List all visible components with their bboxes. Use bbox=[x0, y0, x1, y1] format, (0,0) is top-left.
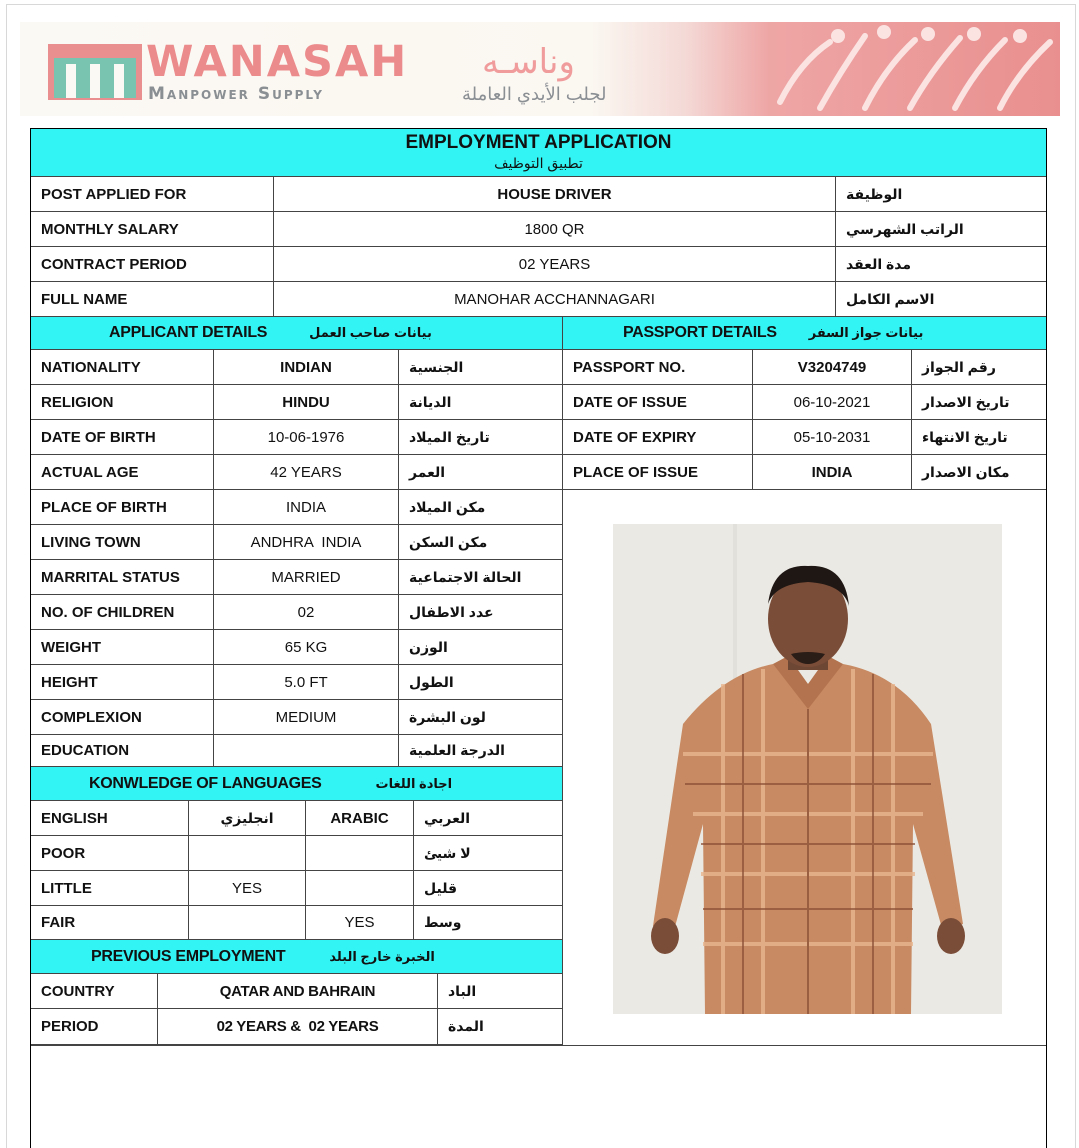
arabic-label: ARABIC bbox=[306, 801, 414, 836]
brand-tagline: Manpower Supply bbox=[148, 84, 324, 104]
weight-label: WEIGHT bbox=[31, 630, 214, 665]
dob-value: 10-06-1976 bbox=[214, 420, 399, 455]
complexion-label-arabic: لون البشرة bbox=[399, 700, 563, 735]
passport-details-header bbox=[563, 317, 1046, 350]
nationality-label-arabic: الجنسية bbox=[399, 350, 563, 385]
full-name-label-arabic: الاسم الكامل bbox=[836, 282, 1046, 317]
nationality-label: NATIONALITY bbox=[31, 350, 214, 385]
poor-label-arabic: لا شيئ bbox=[414, 836, 563, 871]
period-label: PERIOD bbox=[31, 1009, 158, 1045]
applicant-details-header bbox=[31, 317, 563, 350]
age-label-arabic: العمر bbox=[399, 455, 563, 490]
fair-label-arabic: وسط bbox=[414, 906, 563, 940]
brand-tagline-arabic: لجلب الأيدي العاملة bbox=[462, 84, 607, 104]
age-value: 42 YEARS bbox=[214, 455, 399, 490]
education-label: EDUCATION bbox=[31, 735, 214, 767]
employment-title-arabic: الخبرة خارج البلد bbox=[329, 948, 435, 964]
little-label-arabic: قليل bbox=[414, 871, 563, 906]
poor-label: POOR bbox=[31, 836, 189, 871]
languages-header bbox=[31, 767, 563, 801]
weight-label-arabic: الوزن bbox=[399, 630, 563, 665]
children-label-arabic: عدد الاطفال bbox=[399, 595, 563, 630]
english-label: ENGLISH bbox=[31, 801, 189, 836]
fair-arabic-value: YES bbox=[306, 906, 414, 940]
country-label-arabic: الباد bbox=[438, 974, 563, 1009]
birthplace-label-arabic: مكن الميلاد bbox=[399, 490, 563, 525]
applicant-details-title-arabic: بيانات صاحب العمل bbox=[309, 325, 432, 340]
issue-date-label: DATE OF ISSUE bbox=[563, 385, 753, 420]
post-label-arabic: الوظيفة bbox=[836, 177, 1046, 212]
bottom-divider bbox=[31, 1045, 1046, 1046]
employment-title: PREVIOUS EMPLOYMENT bbox=[91, 947, 286, 965]
fair-english-value bbox=[189, 906, 306, 940]
languages-title-arabic: اجادة اللغات bbox=[375, 775, 453, 791]
passport-no-value: V3204749 bbox=[753, 350, 912, 385]
height-value: 5.0 FT bbox=[214, 665, 399, 700]
children-label: NO. OF CHILDREN bbox=[31, 595, 214, 630]
height-label: HEIGHT bbox=[31, 665, 214, 700]
weight-value: 65 KG bbox=[214, 630, 399, 665]
marital-status-label: MARRITAL STATUS bbox=[31, 560, 214, 595]
brand-name: WANASAH bbox=[146, 37, 409, 87]
post-label: POST APPLIED FOR bbox=[31, 177, 274, 212]
little-english-value: YES bbox=[189, 871, 306, 906]
passport-details-title: PASSPORT DETAILS bbox=[623, 324, 777, 341]
contract-label-arabic: مدة العقد bbox=[836, 247, 1046, 282]
country-value: QATAR AND BAHRAIN bbox=[158, 974, 438, 1009]
passport-no-label-arabic: رقم الجواز bbox=[912, 350, 1046, 385]
issue-place-label: PLACE OF ISSUE bbox=[563, 455, 753, 490]
person-photo-icon bbox=[613, 524, 1002, 1014]
issue-date-value: 06-10-2021 bbox=[753, 385, 912, 420]
period-value: 02 YEARS & 02 YEARS bbox=[158, 1009, 438, 1045]
complexion-label: COMPLEXION bbox=[31, 700, 214, 735]
issue-place-label-arabic: مكان الاصدار bbox=[912, 455, 1046, 490]
employment-header bbox=[31, 940, 563, 974]
brand-name-arabic: وناسـه bbox=[482, 43, 575, 81]
height-label-arabic: الطول bbox=[399, 665, 563, 700]
birthplace-value: INDIA bbox=[214, 490, 399, 525]
poor-arabic-value bbox=[306, 836, 414, 871]
arabic-label-arabic: العربي bbox=[414, 801, 563, 836]
post-value: HOUSE DRIVER bbox=[274, 177, 836, 212]
contract-label: CONTRACT PERIOD bbox=[31, 247, 274, 282]
children-value: 02 bbox=[214, 595, 399, 630]
expiry-date-label-arabic: تاريخ الانتهاء bbox=[912, 420, 1046, 455]
contract-value: 02 YEARS bbox=[274, 247, 836, 282]
expiry-date-label: DATE OF EXPIRY bbox=[563, 420, 753, 455]
full-name-label: FULL NAME bbox=[31, 282, 274, 317]
languages-title: KONWLEDGE OF LANGUAGES bbox=[89, 774, 322, 792]
religion-value: HINDU bbox=[214, 385, 399, 420]
english-label-arabic: انجليزي bbox=[189, 801, 306, 836]
fair-label: FAIR bbox=[31, 906, 189, 940]
little-arabic-value bbox=[306, 871, 414, 906]
age-label: ACTUAL AGE bbox=[31, 455, 214, 490]
full-name-value: MANOHAR ACCHANNAGARI bbox=[274, 282, 836, 317]
little-label: LITTLE bbox=[31, 871, 189, 906]
poor-english-value bbox=[189, 836, 306, 871]
religion-label-arabic: الديانة bbox=[399, 385, 563, 420]
salary-value: 1800 QR bbox=[274, 212, 836, 247]
education-label-arabic: الدرجة العلمية bbox=[399, 735, 563, 767]
period-label-arabic: المدة bbox=[438, 1009, 563, 1045]
salary-label-arabic: الراتب الشهرسي bbox=[836, 212, 1046, 247]
birthplace-label: PLACE OF BIRTH bbox=[31, 490, 214, 525]
living-town-label-arabic: مكن السكن bbox=[399, 525, 563, 560]
header-banner bbox=[20, 22, 1060, 116]
issue-date-label-arabic: تاريخ الاصدار bbox=[912, 385, 1046, 420]
form-title-bar bbox=[31, 129, 1046, 177]
employment-application-form bbox=[30, 128, 1047, 1148]
applicant-photo bbox=[613, 524, 1002, 1014]
passport-no-label: PASSPORT NO. bbox=[563, 350, 753, 385]
form-title-arabic: تطبيق التوظيف bbox=[494, 155, 583, 171]
salary-label: MONTHLY SALARY bbox=[31, 212, 274, 247]
religion-label: RELIGION bbox=[31, 385, 214, 420]
form-title: EMPLOYMENT APPLICATION bbox=[405, 132, 672, 153]
living-town-value: ANDHRA INDIA bbox=[214, 525, 399, 560]
education-value bbox=[214, 735, 399, 767]
marital-status-label-arabic: الحالة الاجتماعية bbox=[399, 560, 563, 595]
living-town-label: LIVING TOWN bbox=[31, 525, 214, 560]
issue-place-value: INDIA bbox=[753, 455, 912, 490]
nationality-value: INDIAN bbox=[214, 350, 399, 385]
complexion-value: MEDIUM bbox=[214, 700, 399, 735]
expiry-date-value: 05-10-2031 bbox=[753, 420, 912, 455]
passport-details-title-arabic: بيانات جواز السفر bbox=[808, 325, 924, 340]
decorative-figures-icon bbox=[660, 22, 1060, 116]
country-label: COUNTRY bbox=[31, 974, 158, 1009]
marital-status-value: MARRIED bbox=[214, 560, 399, 595]
applicant-details-title: APPLICANT DETAILS bbox=[109, 324, 268, 341]
logo-icon bbox=[46, 42, 144, 102]
dob-label: DATE OF BIRTH bbox=[31, 420, 214, 455]
dob-label-arabic: تاريخ الميلاد bbox=[399, 420, 563, 455]
